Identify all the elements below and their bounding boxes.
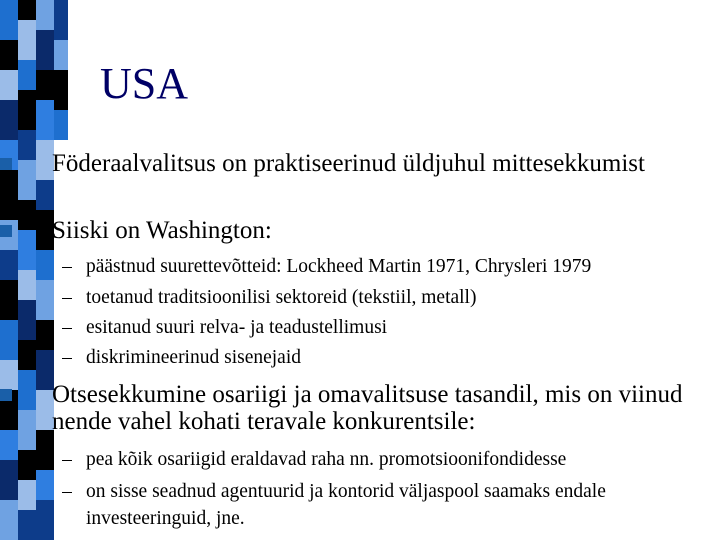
square-bullet-icon [0, 389, 12, 401]
dash-bullet-icon: – [62, 449, 72, 470]
bullet-text: Otsesekkumine osariigi ja omavalitsuse tasandil, mis on viinud nende vahel kohati teravale konkurentsile: [52, 381, 683, 435]
sub-bullet-text: esitanud suuri relva- ja teadustellimusi [86, 317, 388, 338]
sub-bullet-text: toetanud traditsioonilisi sektoreid (tekstiil, metall) [86, 287, 477, 308]
bullet-text: Föderaalvalitsus on praktiseerinud üldjuhul mittesekkumist [52, 150, 645, 177]
square-bullet-icon [0, 158, 12, 170]
sub-bullet-text: diskrimineerinud sisenejaid [86, 347, 301, 368]
dash-bullet-icon: – [62, 347, 72, 368]
dash-bullet-icon: – [62, 317, 72, 338]
bullet-text: Siiski on Washington: [52, 217, 272, 244]
dash-bullet-icon: – [62, 287, 72, 308]
sub-bullet-text: päästnud suurettevõtteid: Lockheed Martin 1971, Chrysleri 1979 [86, 256, 592, 277]
sub-bullet-text: pea kõik osariigid eraldavad raha nn. promotsioonifondidesse [86, 449, 567, 470]
bullet-item [52, 150, 712, 177]
sub-bullet-item [62, 446, 716, 473]
sub-bullet-text: on sisse seadnud agentuurid ja kontorid väljaspool saamaks endale investeeringuid, jne. [86, 481, 606, 529]
slide-title: USA [100, 59, 189, 108]
square-bullet-icon [0, 225, 12, 237]
sub-bullet-item [62, 344, 716, 371]
decorative-color-stripe [0, 0, 68, 540]
sub-bullet-item [62, 478, 716, 532]
bullet-item [52, 381, 712, 435]
dash-bullet-icon: – [62, 481, 72, 502]
sub-bullet-item [62, 253, 716, 280]
bullet-item [52, 217, 712, 244]
dash-bullet-icon: – [62, 256, 72, 277]
sub-bullet-item [62, 284, 716, 311]
sub-bullet-item [62, 314, 716, 341]
